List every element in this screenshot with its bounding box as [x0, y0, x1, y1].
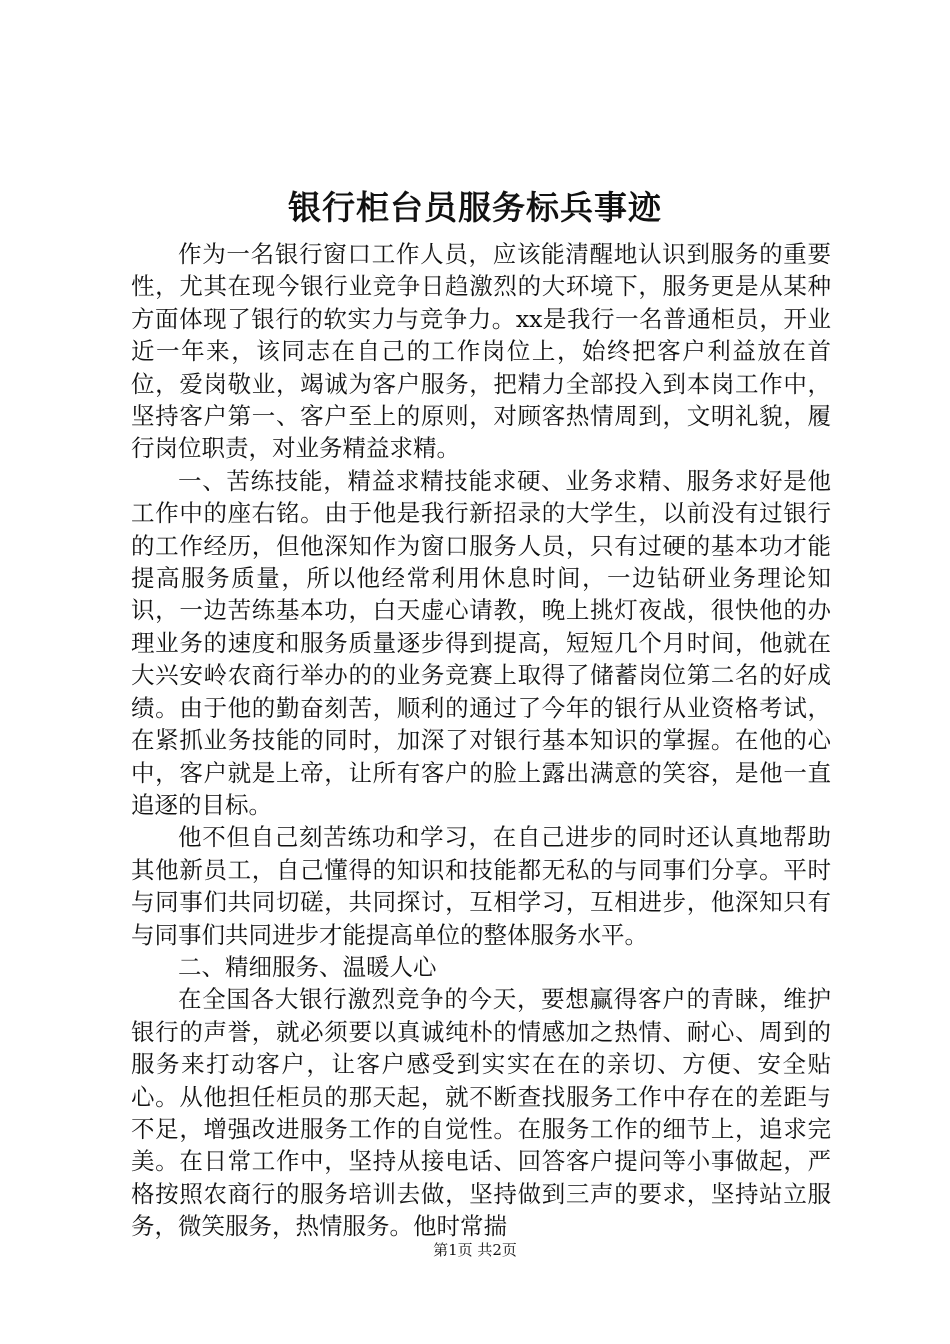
document-body [131, 238, 831, 1243]
section-heading-2: 二、精细服务、温暖人心 [178, 952, 437, 981]
paragraph-section-1: 一、苦练技能，精益求精技能求硬、业务求精、服务求好是他工作中的座右铭。由于他是我行新招录的大学生，以前没有过银行的工作经历，但他深知作为窗口服务人员，只有过硬的基本功才能提高服务质量，所以他经常利用休息时间，一边钻研业务理论知识，一边苦练基本功，白天虚心请教，晚上挑灯夜战，很快他的办理业务的速度和服务质量逐步得到提高，短短几个月时间，他就在大兴安岭农商行举办的的业务竞赛上取得了储蓄岗位第二名的好成绩。由于他的勤奋刻苦，顺利的通过了今年的银行从业资格考试，在紧抓业务技能的同时，加深了对银行基本知识的掌握。在他的心中，客户就是上帝，让所有客户的脸上露出满意的笑容，是他一直追逐的目标。 [131, 466, 831, 819]
paragraph-sharing: 他不但自己刻苦练功和学习，在自己进步的同时还认真地帮助其他新员工，自己懂得的知识和技能都无私的与同事们分享。平时与同事们共同切磋，共同探讨，互相学习，互相进步，他深知只有与同事们共同进步才能提高单位的整体服务水平。 [131, 823, 831, 949]
paragraph-intro: 作为一名银行窗口工作人员，应该能清醒地认识到服务的重要性，尤其在现今银行业竞争日趋激烈的大环境下，服务更是从某种方面体现了银行的软实力与竞争力。xx是我行一名普通柜员，开业近一年来，该同志在自己的工作岗位上，始终把客户利益放在首位，爱岗敬业，竭诚为客户服务，把精力全部投入到本岗工作中，坚持客户第一、客户至上的原则，对顾客热情周到，文明礼貌，履行岗位职责，对业务精益求精。 [131, 240, 831, 463]
page-number-footer: 第1页 共2页 [433, 1241, 517, 1259]
paragraph-section-2: 在全国各大银行激烈竞争的今天，要想赢得客户的青睐，维护银行的声誉，就必须要以真诚纯朴的情感加之热情、耐心、周到的服务来打动客户，让客户感受到实实在在的亲切、方便、安全贴心。从他担任柜员的那天起，就不断查找服务工作中存在的差距与不足，增强改进服务工作的自觉性。在服务工作的细节上，追求完美。在日常工作中，坚持从接电话、回答客户提问等小事做起，严格按照农商行的服务培训去做，坚持做到三声的要求，坚持站立服务，微笑服务，热情服务。他时常揣 [131, 985, 831, 1241]
document-title: 银行柜台员服务标兵事迹 [288, 188, 662, 227]
